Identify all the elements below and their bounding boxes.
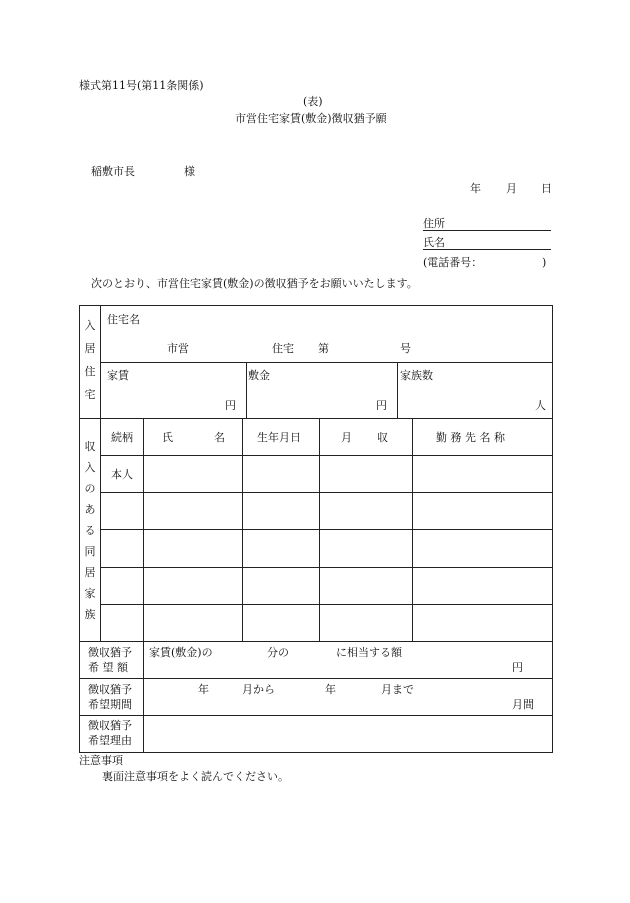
housing-name-field[interactable] <box>120 331 160 357</box>
notes-text: 裏面注意事項をよく読んでください。 <box>102 770 289 783</box>
amount-label-2: 希 望 額 <box>88 661 128 674</box>
deposit-label: 敷金 <box>248 369 270 382</box>
amount-unit: 円 <box>512 661 523 674</box>
rent-label: 家賃 <box>107 369 129 382</box>
rent-unit: 円 <box>225 399 236 412</box>
address-field[interactable] <box>423 230 551 231</box>
housing-label: 住宅 <box>272 342 294 355</box>
amount-text-b: 分の <box>267 646 289 659</box>
header-relation: 続柄 <box>111 431 133 444</box>
phone-label: (電話番号： <box>423 256 483 269</box>
number-prefix: 第 <box>318 342 329 355</box>
request-form-table <box>79 305 553 753</box>
addressee-mayor: 稲敷市長 <box>91 165 135 178</box>
residence-section-label: 入 居 住 宅 <box>84 319 96 401</box>
period-month-to: 月まで <box>381 683 414 696</box>
name-label: 氏名 <box>423 236 445 249</box>
phone-close: ) <box>542 256 547 269</box>
intro-text: 次のとおり、市営住宅家賃(敷金)の徴収猶予をお願いいたします。 <box>91 277 418 290</box>
form-number: 様式第11号(第11条関係) <box>79 79 204 92</box>
period-year-b: 年 <box>325 683 336 696</box>
family-section-label: 収 入 の あ る 同 居 家 族 <box>84 440 96 621</box>
header-workplace: 勤 務 先 名 称 <box>436 431 505 444</box>
date-day: 日 <box>541 182 552 195</box>
form-side: (表) <box>303 95 323 108</box>
header-name-a: 氏 <box>162 431 173 444</box>
reason-field[interactable] <box>150 718 546 748</box>
deposit-unit: 円 <box>376 399 387 412</box>
amount-text-a: 家賃(敷金)の <box>149 646 213 659</box>
relation-self: 本人 <box>111 468 133 481</box>
notes-title: 注意事項 <box>79 754 123 767</box>
city-owned-label: 市営 <box>167 342 189 355</box>
name-field[interactable] <box>423 249 551 250</box>
family-count-label: 家族数 <box>400 369 433 382</box>
header-income-a: 月 <box>341 431 352 444</box>
period-year-a: 年 <box>198 683 209 696</box>
period-month-from: 月から <box>242 683 275 696</box>
date-month: 月 <box>506 182 517 195</box>
header-birth: 生年月日 <box>257 431 301 444</box>
family-count-unit: 人 <box>535 399 546 412</box>
header-income-b: 収 <box>377 431 388 444</box>
addressee-honorific: 様 <box>184 165 195 178</box>
period-label-1: 徴収猶予 <box>88 683 132 696</box>
reason-label-1: 徴収猶予 <box>88 719 132 732</box>
reason-label-2: 希望理由 <box>88 734 132 747</box>
header-name-b: 名 <box>214 431 225 444</box>
period-label-2: 希望期間 <box>88 698 132 711</box>
address-label: 住所 <box>423 217 445 230</box>
period-unit: 月間 <box>512 698 534 711</box>
housing-name-label: 住宅名 <box>107 313 140 326</box>
amount-label-1: 徴収猶予 <box>88 646 132 659</box>
page-title: 市営住宅家賃(敷金)徴収猶予願 <box>235 112 387 125</box>
date-year: 年 <box>470 182 481 195</box>
number-suffix: 号 <box>400 342 411 355</box>
amount-text-c: に相当する額 <box>336 646 402 659</box>
